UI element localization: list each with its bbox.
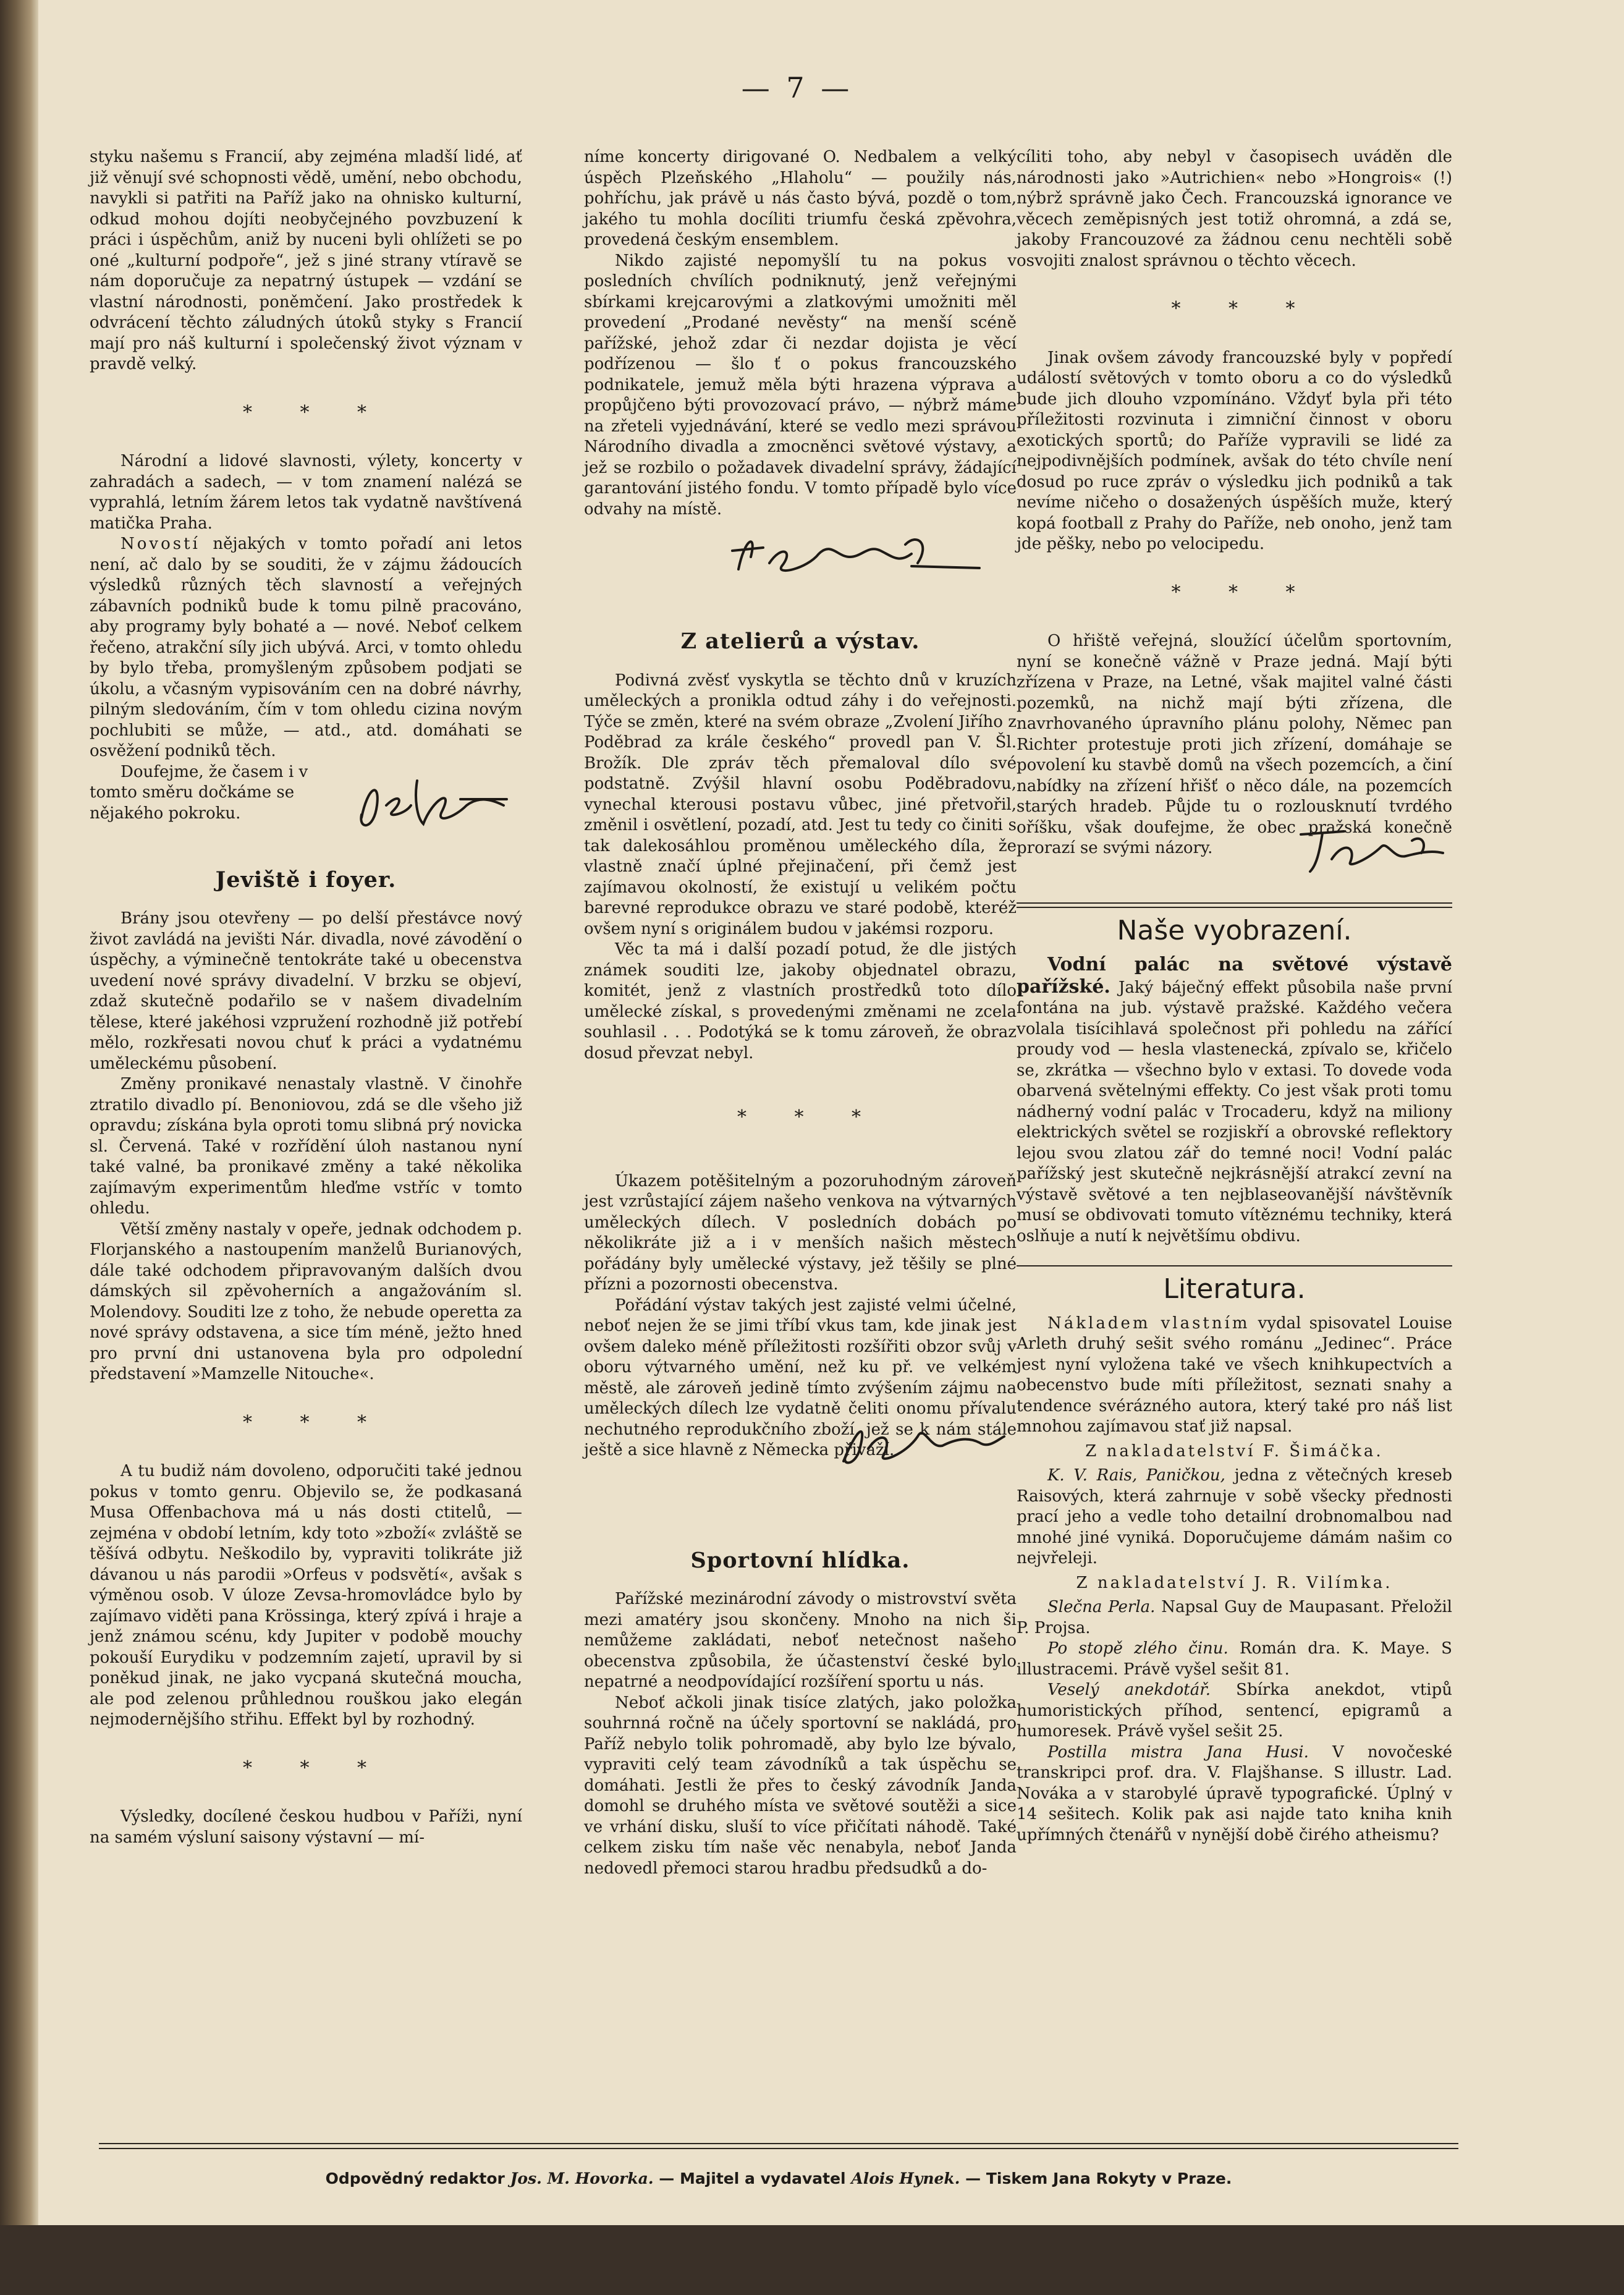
page-number: — 7 — (741, 71, 853, 104)
paragraph: Podivná zvěsť vyskytla se těchto dnů v kruzích uměleckých a pronikla odtud záhy i do veřejnosti. Týče se změn, které na svém obraze „Zvolení Jiřího z Poděbrad za krále českého“ provedl pan V. Šl. Brožík. Dle zpráv těch přemaloval dílo své podstatně. Zvýšil hlavní osobu Poděbradovu, vynechal kterousi postavu vůbec, jiné přetvořil, změnil i osvětlení, pozadí, atd. Jest tu tedy co činiti s tak dalekosáhlou proměnou uměleckého díla, že vlastně značí úplné přejinačení, při čemž jest zajímavou okolností, že existují u velikém počtu barevné reprodukce obrazu ve staré podobě, kteréž ovšem nyní s originálem budou v jakémsi rozporu. (584, 671, 1017, 938)
signature-row (584, 1461, 1017, 1529)
article-lead-title: Vodní palác na světové výstavě pařížské. (1017, 954, 1452, 998)
section-heading: Naše vyobrazení. (1117, 914, 1352, 946)
paragraph: Národní a lidové slavnosti, výlety, koncerty v zahradách a sadech, — v tom znamení nalézá se vyprahlá, letním žárem letos tak vydatně navštívená matička Praha. (90, 452, 522, 533)
section-divider (1017, 902, 1452, 908)
paragraph (1017, 1313, 1452, 1438)
column-right (1017, 147, 1452, 2100)
paragraph: níme koncerty dirigované O. Nedbalem a velký úspěch Plzeňského „Hlaholu“ — použily nás, pohříchu, jak právě u nás často bývá, pozdě o tom, jakého tu mohla docíliti triumfu česká zpěvohra, provedená českým ensemblem. (584, 148, 1017, 249)
paragraph-text: Román dra. K. Maye. S illustracemi. Právě vyšel sešit 81. (1017, 1639, 1452, 1679)
book-title: Veselý anekdotář. (1047, 1681, 1211, 1699)
page-binding-edge (0, 0, 38, 2295)
signature-image (1288, 816, 1449, 878)
paragraph (1017, 1597, 1452, 1639)
paragraph: Pořádání výstav takých jest zajisté velmi účelné, neboť nejen že se jimi tříbí vkus tam, kde jinak jest ovšem daleko méně příležitosti rozšířiti obzor svůj v oboru výtvarného umění, než ku př. ve velkém městě, ale zároveň jedině tímto zvýšením zájmu na uměleckých dílech lze vydatně čeliti onomu přívalu nechutného reprodukčního zboží, jež se k nám stále ještě a sice hlavně z Německa přiváží. (584, 1296, 1017, 1459)
paragraph (1017, 1680, 1452, 1742)
footer-text: Odpovědný redaktor (325, 2170, 510, 2187)
section-separator-stars: * * * (1171, 298, 1316, 320)
paragraph (1017, 954, 1452, 1247)
signature-image (831, 1406, 1010, 1474)
paragraph: Úkazem potěšitelným a pozoruhodným zároveň jest vzrůstající zájem našeho venkova na výtvarných uměleckých dílech. V posledních dobách po několikráte již a i v menších našich městech pořádány byly umělecké výstavy, jež těšily se plné přízni a pozornosti obecenstva. (584, 1171, 1017, 1294)
section-heading: Z atelierů a výstav. (680, 629, 920, 654)
section-separator-stars: * * * (1171, 581, 1316, 603)
closing-with-signature (90, 762, 522, 849)
paragraph: Pařížské mezinárodní závody o mistrovství světa mezi amatéry jsou skončeny. Mnoho na nich ši nemůžeme zakládati, neboť netečnost našeho obecenstva způsobila, že účastenství české bylo nepatrné a neodpovídající rozšíření sportu u nás. (584, 1590, 1017, 1691)
publisher-subheading: Z nakladatelství J. R. Vilímka. (1076, 1573, 1393, 1592)
section-separator-stars: * * * (737, 1106, 882, 1128)
paragraph-text: nějakých v tomto pořadí ani letos není, ač dalo by se souditi, že v zájmu žádoucích výsledků různých těch slavností a veřejných zábavních podniků bude k tomu pilně pracováno, aby programy byly bohaté a — nové. Neboť celkem řečeno, atrakční síly jich ubývá. Arci, v tomto ohledu by bylo třeba, promyšleným způsobem podjati se úkolu, a včasným vypisováním cen na dobré návrhy, pilným sledováním, čím v tom ohledu cizina novým pochlubiti se může, — atd., atd. domáhati se osvěžení podniků těch. (90, 535, 522, 760)
section-heading: Sportovní hlídka. (690, 1547, 910, 1573)
paragraph (90, 534, 522, 762)
paragraph: Neboť ačkoli jinak tisíce zlatých, jako položka souhrnná ročně na účely sportovní se nakládá, pro Paříž nebylo tolik pohromadě, aby bylo lze bývalo, vypraviti celý team závodníků a tak úspěchu se domáhati. Jestli že přes to český závodník Janda domohl se druhého místa ve světové soutěži a sice ve vrhání disku, sluší to více přičítati náhodě. Také celkem zisku tím naše věc nenabyla, neboť Janda nedovedl přemoci starou hradbu předsudků a do- (584, 1693, 1017, 1878)
spaced-lead-word: Nákladem vlastním (1047, 1313, 1250, 1333)
paragraph-text: Napsal Guy de Maupasant. Přeložil P. Projsa. (1017, 1598, 1452, 1637)
paragraph: Větší změny nastaly v opeře, jednak odchodem p. Florjanského a nastoupením manželů Burianových, dále také odchodem připravovaným dalších dvou dámských sil zpěvoherních a angažováním sl. Molendovy. Souditi lze z toho, že nebude operetta za nové správy odstavena, a sice tím méně, ježto hned pro první dni ustanovena byla pro odpolední představení »Mamzelle Nitouche«. (90, 1220, 522, 1383)
owner-name: Alois Hynek. (851, 2170, 960, 2187)
signature-row (1017, 859, 1452, 896)
footer-text: — Majitel a vydavatel (653, 2170, 852, 2187)
signature-image (349, 762, 516, 842)
scan-bottom-edge (0, 2225, 1624, 2295)
section-separator-stars: * * * (242, 1757, 388, 1779)
section-heading: Literatura. (1163, 1273, 1306, 1305)
paragraph: styku našemu s Francií, aby zejména mladší lidé, ať již věnují své schopnosti vědě, umění, nebo obchodu, navykli si patřiti na Paříž jako na ohnisko kulturní, odkud mohou dojíti neobyčejného povzbuzení k práci i úspěchům, aniž by nuceni byli ohlížeti se po oné „kulturní podpoře“, jež s jiné strany vtíravě se nám doporučuje za nepatrný ústupek — vzdání se vlastní národnosti, poněmčení. Jako prostředek k odvrácení těchto záludných útoků styky s Francií mají pro náš kulturní i společenský život význam v pravdě velký. (90, 148, 522, 373)
paragraph-text: vydal spisovatel Louise Arleth druhý sešit svého románu „Jedinec“. Práce jest nyní vyložena také ve všech knihkupectvích a obecenstvo bude míti příležitost, seznati snahy a tendence svérázného autora, který také pro náš list mnohou zajímavou stať již napsal. (1017, 1313, 1452, 1436)
column-middle (584, 147, 1017, 2100)
footer-text: — Tiskem Jana Rokyty v Praze. (960, 2170, 1232, 2187)
section-separator-stars: * * * (242, 1411, 388, 1433)
section-separator-stars: * * * (242, 401, 388, 423)
paragraph: Změny pronikavé nenastaly vlastně. V činohře ztratilo divadlo pí. Benoniovou, zdá se dle všeho již opravdu; získána byla oproti tomu slibná prý novicka sl. Červená. Také v rozřídění úloh nastanou nyní také valné, ba pronikavé změny a také několika zajímavým experimentům hleďme vstříc v tomto ohledu. (90, 1075, 522, 1218)
paragraph: Věc ta má i další pozadí potud, že dle jistých známek souditi lze, jakoby objednatel obrazu, komitét, jenž z vlastních prostředků toto dílo umělecké získal, s provedenými změnami ne zcela souhlasil . . . Podotýká se k tomu zároveň, že obraz dosud převzat nebyl. (584, 940, 1017, 1063)
signature-row (584, 520, 1017, 594)
paragraph (1017, 1742, 1452, 1846)
paragraph (1017, 1639, 1452, 1680)
footer-divider (99, 2143, 1458, 2149)
paragraph-text: jedna z větečných kreseb Raisových, která zahrnuje v sobě všecky přednosti prací jeho a vedle toho detailní drobnomalbou nad mnohé jiné vyniká. Doporučujeme dámám našim co nejvřeleji. (1017, 1466, 1452, 1567)
paragraph (1017, 1466, 1452, 1569)
column-left (90, 147, 522, 2100)
paragraph-text: Jaký báječný effekt působila naše první fontána na jub. výstavě pražské. Každého večera volala tisícihlavá společnost při pohledu na zářící proudy vod — hesla vlastenecká, zpívalo se, křičelo se, zkrátka — všechno bylo v extasi. To dovede voda obarvená světelnými effekty. Co jest však proti tomu nádherný vodní palác v Trocaderu, když na miliony elektrických světel se rozjiskří a obrovské reflektory lejou svou zlatou zář do temné noci! Vodní palác pařížský jest skutečně nejkrásnější atrakcí zevní na výstavě světové a ten nejblaseovanější návštěvník musí se obdivovati tomuto vítěznému techniky, která oslňuje a nutí k největšímu obdivu. (1017, 978, 1452, 1245)
book-title: Slečna Perla. (1047, 1598, 1156, 1616)
paragraph-text: V novočeské transkripci prof. dra. V. Flajšhanse. S illustr. Lad. Nováka a v starobylé úpravě typografické. Úplný v 14 sešitech. Kolik pak asi najde tato kniha knih upřímných čtenářů v nynější době čirého atheismu? (1017, 1742, 1452, 1844)
book-title: Po stopě zlého činu. (1047, 1639, 1229, 1658)
paragraph: A tu budiž nám dovoleno, odporučiti také jednou pokus v tomto genru. Objevilo se, že podkasaná Musa Offenbachova má u nás dosti ctitelů, — zejména v období letním, kdy toto »zboží« zvláště se těšívá odbytu. Neškodilo by, vypraviti tolikráte již dávanou u nás parodii »Orfeus v podsvětí«, avšak s výměnou osob. V úloze Zevsa-hromovládce bylo by zajímavo viděti pana Krössinga, který zpívá i hraje a jenž známou scénu, kdy Jupiter v podobě mouchy pokouší Eurydiku v podzemním zajetí, upravil by si poněkud jinak, ne jako vycpaná skutečná moucha, ale pod zelenou průhlednou rouškou jako elegán nejmodernějšího střihu. Effekt byl by rozhodný. (90, 1462, 522, 1729)
paragraph: cíliti toho, aby nebyl v časopisech uváděn dle národnosti jako »Autrichien« nebo »Hongrois« (!) nýbrž správně jako Čech. Francouzská ignorance ve věcech zeměpisných jest totiž ohromná, a zdá se, jakoby Francouzové za žádnou cenu nechtěli sobě osvojiti znalost správnou o těchto věcech. (1017, 148, 1452, 270)
paragraph: O hřiště veřejná, sloužící účelům sportovním, nyní se konečně vážně v Praze jedná. Mají býti zřízena v Praze, na Letné, však majitel valné části pozemků, na nichž mají býti zřízena, dle navrhovaného úpravního plánu polohy, Němec pan Richter protestuje proti jich zřízení, domáhaje se povolení ku stavbě domů na všech pozemcích, a činí nabídky na zřízení hřišť o něco dále, na pozemcích starých hradeb. Půjde tu o rozlousknutí tvrdého oříšku, však doufejme, že obec pražská konečně prorazí se svými názory. (1017, 632, 1452, 857)
publisher-subheading: Z nakladatelství F. Šimáčka. (1085, 1441, 1384, 1461)
imprint-footer (99, 2170, 1458, 2187)
paragraph: Jinak ovšem závody francouzské byly v popředí událostí světových v tomto oboru a co do výsledků bude jich dlouho vzpomínáno. Vždyť byla při této příležitosti rozvinuta i zimniční činnost v oboru exotických sportů; do Paříže vypravili se lidé za nejpodivnějších podmínek, avšak do této chvíle není dosud po ruce zpráv o výsledku jich podniků a tak nevíme ničeho o dosažených úspěších muže, který kopá football z Prahy do Paříže, neb onoho, jenž tam jde pěšky, nebo po velocipedu. (1017, 348, 1452, 553)
paragraph-text: Sbírka anekdot, vtipů humoristických příhod, sentencí, epigramů a humoresek. Právě vyšel sešit 25. (1017, 1681, 1452, 1741)
book-title: K. V. Rais, Paničkou, (1047, 1466, 1225, 1485)
paragraph: Doufejme, že časem i v tomto směru dočkáme se nějakého pokroku. (90, 762, 308, 823)
spaced-lead-word: Novostí (121, 535, 200, 553)
editor-name: Jos. M. Hovorka. (510, 2170, 654, 2187)
section-heading: Jeviště i foyer. (215, 867, 397, 893)
paragraph: Brány jsou otevřeny — po delší přestávce nový život zavládá na jevišti Nár. divadla, nové závodění o úspěchy, a výminečně tentokráte také u obecenstva uvedení nové správy divadelní. V brzku se objeví, zdaž skutečně podařilo se v našem divadelním tělese, které jakéhosi vzpružení rozhodně již potřebí mělo, rozkřesati novou chuť k práci a vydatnému uměleckému působení. (90, 909, 522, 1073)
paragraph: Výsledky, docílené českou hudbou v Paříži, nyní na samém výsluní saisony výstavní — mí- (90, 1807, 522, 1847)
paragraph: Nikdo zajisté nepomyšlí tu na pokus v posledních chvílích podniknutý, jenž veřejnými sbírkami krejcarovými a zlatkovými umožniti měl provedení „Prodané nevěsty“ na menší scéně pařížské, jehož zdar či nezdar dojista je věcí podřízenou — šlo ť o pokus francouzského podnikatele, jemuž měla býti hrazena výprava a propůjčeno býti provozovací právo, — nýbrž máme na zřeteli vyjednávání, které se vedlo mezi správou Národního divadla a zmocněnci světové výstavy, a jež se rozbilo o požadavek divadelní správy, žádající garantování jistého fondu. V tomto případě bylo více odvahy na místě. (584, 251, 1017, 519)
section-divider (1017, 1265, 1452, 1266)
book-title: Postilla mistra Jana Husi. (1047, 1742, 1309, 1762)
signature-image (726, 520, 986, 588)
